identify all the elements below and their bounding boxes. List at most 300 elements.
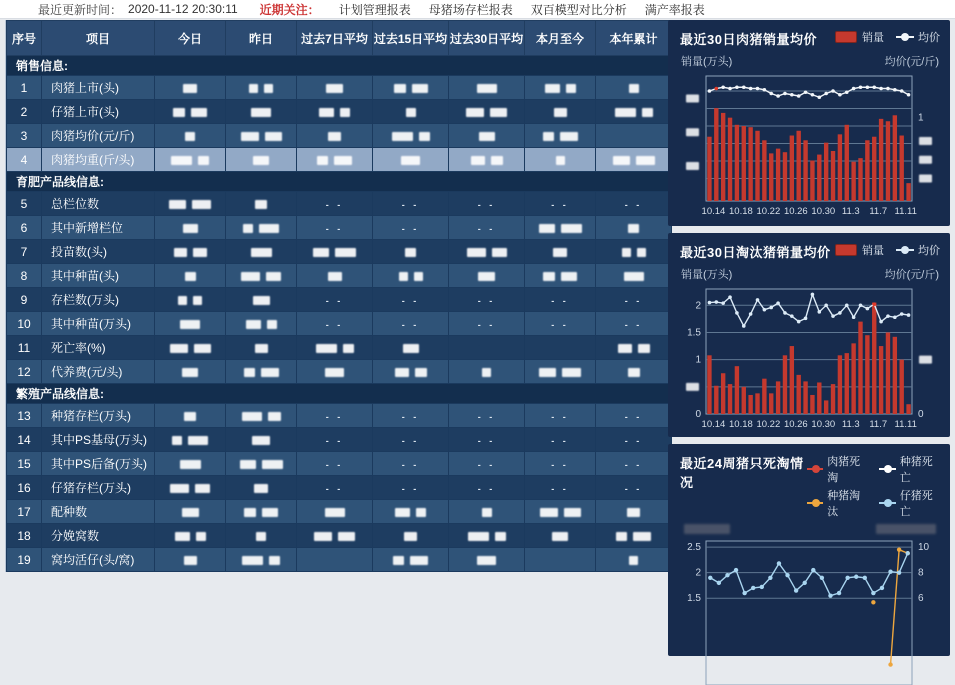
redacted-value [399, 272, 408, 281]
x-tick-label: 10.18 [729, 419, 753, 430]
value-cell [596, 360, 672, 384]
axis-label-row [680, 524, 940, 534]
value-cell [596, 500, 672, 524]
panel-title: 最近24周猪只死淘情况 [680, 456, 804, 490]
redacted-value [556, 156, 565, 165]
value-cell [155, 500, 226, 524]
no-data-dashes: - - [624, 199, 643, 210]
x-tick-label: 10.14 [701, 419, 726, 430]
no-data-dashes: - - [624, 459, 643, 470]
table-row[interactable] [7, 428, 672, 452]
line-point [763, 88, 767, 92]
value-cell [449, 452, 525, 476]
line-point [818, 95, 822, 99]
line-point [907, 313, 911, 317]
redacted-value [343, 344, 354, 353]
x-tick-label: 10.26 [783, 419, 808, 430]
value-cell [596, 124, 672, 148]
legend-label: 种猪淘汰 [827, 490, 861, 518]
redacted-value [182, 368, 198, 377]
line-point [742, 324, 746, 328]
legend-item-sales[interactable] [835, 242, 884, 258]
redacted-value [492, 248, 507, 257]
kpi-table-head [7, 21, 672, 56]
redacted-value [262, 508, 278, 517]
redacted-value [627, 508, 640, 517]
x-tick-label: 10.22 [756, 206, 781, 217]
line-point [734, 568, 738, 572]
value-cell [155, 404, 226, 428]
redacted-value [251, 248, 272, 257]
row-number: 3 [7, 124, 42, 148]
value-cell [525, 524, 596, 548]
row-label: 死亡率(%) [42, 336, 155, 360]
axis-tick-label: 2 [695, 300, 701, 312]
redacted-value [490, 108, 507, 117]
line-point [783, 92, 787, 96]
redacted-value [242, 556, 263, 565]
row-label: 其中PS后备(万头) [42, 452, 155, 476]
table-row[interactable] [7, 312, 672, 336]
table-row[interactable] [7, 76, 672, 100]
table-row[interactable] [7, 288, 672, 312]
bar [803, 381, 807, 414]
legend-label: 仔猪死亡 [899, 490, 933, 518]
x-tick-label: 10.18 [729, 206, 753, 217]
value-cell [373, 76, 449, 100]
panel-header [680, 29, 940, 48]
line-point [886, 87, 890, 91]
table-row[interactable] [7, 404, 672, 428]
line-point [852, 315, 856, 319]
redacted-value [482, 508, 492, 517]
table-row[interactable] [7, 192, 672, 216]
bar [824, 400, 828, 414]
bar [824, 143, 828, 201]
value-cell [373, 124, 449, 148]
no-data-dashes: - - [325, 295, 344, 306]
redacted-value [325, 368, 344, 377]
line-point [708, 89, 712, 93]
redacted-value [561, 224, 582, 233]
chart-panel-1 [668, 233, 950, 437]
legend-label: 销量 [862, 32, 884, 44]
bar [900, 136, 904, 201]
value-cell [449, 100, 525, 124]
value-cell [525, 548, 596, 572]
line-point [749, 312, 753, 316]
update-time-label: 最近更新时间： [38, 2, 123, 17]
line-point [728, 295, 732, 299]
x-tick-label: 11.11 [894, 419, 917, 430]
redacted-value [193, 248, 207, 257]
x-tick-label: 10.22 [756, 419, 781, 430]
redacted-value [564, 508, 581, 517]
chart-legend [835, 29, 940, 45]
redacted-value [173, 108, 185, 117]
axis-tick-label: 0 [918, 409, 924, 420]
redacted-value [545, 84, 560, 93]
line-point [790, 93, 794, 97]
x-tick-label: 10.14 [701, 206, 726, 217]
value-cell [596, 548, 672, 572]
value-cell [596, 76, 672, 100]
bar [790, 346, 794, 414]
redacted-value [266, 272, 281, 281]
redacted-tick [919, 156, 932, 164]
value-cell [297, 336, 373, 360]
bar [865, 335, 869, 414]
line-swatch-icon [896, 245, 914, 255]
redacted-value [543, 272, 555, 281]
redacted-value [175, 532, 190, 541]
column-header: 本月至今 [525, 21, 596, 56]
redacted-value [479, 132, 495, 141]
report-link-2[interactable]: 双百模型对比分析 [530, 2, 627, 17]
redacted-value [405, 248, 416, 257]
bar-swatch-icon [835, 31, 857, 43]
column-header: 昨日 [226, 21, 297, 56]
value-cell [155, 452, 226, 476]
row-number: 7 [7, 240, 42, 264]
kpi-table [6, 20, 672, 572]
redacted-value [184, 412, 196, 421]
bar [797, 375, 801, 414]
value-cell [297, 524, 373, 548]
legend-label: 销量 [862, 245, 884, 257]
redacted-tick [919, 175, 932, 183]
no-data-dashes: - - [477, 295, 496, 306]
bar [893, 115, 897, 201]
bar [755, 393, 759, 414]
redacted-value [192, 200, 211, 209]
value-cell [155, 336, 226, 360]
legend-label: 种猪死亡 [899, 456, 933, 484]
table-row[interactable] [7, 524, 672, 548]
redacted-value [328, 132, 341, 141]
line-point [751, 586, 755, 590]
legend-item-hog-death-cull[interactable] [807, 453, 868, 485]
row-number: 10 [7, 312, 42, 336]
line-point [863, 576, 867, 580]
redacted-value [395, 508, 410, 517]
value-cell [297, 500, 373, 524]
redacted-value [253, 296, 270, 305]
table-row[interactable] [7, 500, 672, 524]
value-cell [449, 336, 525, 360]
no-data-dashes: - - [551, 459, 569, 470]
redacted-value [314, 532, 332, 541]
value-cell [525, 452, 596, 476]
report-link-3[interactable]: 满产率报表 [644, 2, 705, 17]
value-cell [449, 192, 525, 216]
line-point [777, 561, 781, 565]
no-data-dashes: - - [551, 295, 569, 306]
table-row[interactable] [7, 336, 672, 360]
redacted-value [412, 84, 428, 93]
value-cell [596, 428, 672, 452]
report-links [330, 1, 714, 18]
redacted-value [255, 344, 268, 353]
line-point [872, 85, 876, 89]
redacted-value [269, 556, 280, 565]
value-cell [373, 428, 449, 452]
axis-tick-label: 1.5 [687, 593, 701, 605]
section-row [7, 384, 672, 404]
line-point [871, 600, 875, 604]
redacted-value [613, 156, 630, 165]
row-label: 其中PS基母(万头) [42, 428, 155, 452]
redacted-value [561, 272, 577, 281]
column-header: 过去30日平均 [449, 21, 525, 56]
value-cell [297, 192, 373, 216]
value-cell [449, 76, 525, 100]
no-data-dashes: - - [401, 223, 420, 234]
table-row[interactable] [7, 548, 672, 572]
redacted-value [198, 156, 209, 165]
bar [769, 153, 773, 201]
bar [845, 353, 849, 414]
legend-item-avg-price[interactable] [896, 29, 940, 45]
bar [762, 140, 766, 201]
redacted-value [395, 368, 409, 377]
value-cell [525, 500, 596, 524]
no-data-dashes: - - [477, 459, 496, 470]
redacted-value [194, 344, 211, 353]
value-cell [449, 524, 525, 548]
redacted-value [183, 224, 198, 233]
redacted-value [265, 132, 282, 141]
legend-item-avg-price[interactable] [896, 242, 940, 258]
axis-tick-label: 10 [918, 542, 930, 554]
redacted-value [636, 156, 655, 165]
no-data-dashes: - - [401, 199, 420, 210]
line-point [866, 307, 870, 311]
bar [721, 113, 725, 201]
table-row[interactable] [7, 360, 672, 384]
legend-item-sales[interactable] [835, 29, 884, 45]
redacted-value [185, 132, 195, 141]
line-point [818, 310, 822, 314]
value-cell [155, 428, 226, 452]
value-cell [297, 360, 373, 384]
value-cell [226, 100, 297, 124]
redacted-value [264, 84, 273, 93]
bar [906, 183, 910, 201]
legend-item-breeder-cull[interactable] [807, 487, 868, 519]
value-cell [155, 76, 226, 100]
value-cell [373, 240, 449, 264]
row-number: 14 [7, 428, 42, 452]
line-point [838, 93, 842, 97]
value-cell [525, 216, 596, 240]
value-cell [373, 476, 449, 500]
bar [735, 366, 739, 414]
line-point [728, 87, 732, 91]
value-cell [297, 452, 373, 476]
value-cell [525, 192, 596, 216]
chart-canvas[interactable] [680, 283, 938, 431]
row-number: 13 [7, 404, 42, 428]
axis-tick-label: 2 [695, 567, 701, 579]
bar [900, 360, 904, 414]
redacted-value [393, 556, 404, 565]
row-number: 15 [7, 452, 42, 476]
line-point [804, 317, 808, 321]
redacted-value [171, 156, 192, 165]
redacted-value [195, 484, 210, 493]
value-cell [525, 76, 596, 100]
value-cell [155, 360, 226, 384]
x-tick-label: 11.3 [841, 419, 860, 430]
no-data-dashes: - - [325, 411, 344, 422]
line-point [906, 551, 910, 555]
value-cell [373, 452, 449, 476]
redacted-tick [686, 128, 699, 136]
line-point [831, 314, 835, 318]
bar [783, 355, 787, 414]
table-row[interactable] [7, 100, 672, 124]
redacted-value [185, 272, 196, 281]
update-time-value: 2020-11-12 20:30:11 [128, 2, 238, 16]
redacted-tick [686, 162, 699, 170]
redacted-value [188, 436, 208, 445]
redacted-value [553, 248, 567, 257]
bar [817, 382, 821, 414]
bar [748, 395, 752, 414]
redacted-value [628, 368, 640, 377]
row-label: 存栏数(万头) [42, 288, 155, 312]
no-data-dashes: - - [477, 319, 496, 330]
line-point [797, 320, 801, 324]
bar [797, 131, 801, 201]
redacted-value [638, 344, 650, 353]
value-cell [525, 124, 596, 148]
redacted-value [468, 532, 489, 541]
table-row[interactable] [7, 148, 672, 172]
redacted-value [244, 368, 255, 377]
value-cell [155, 548, 226, 572]
line-point [893, 88, 897, 92]
redacted-value [403, 344, 419, 353]
line-point [859, 85, 863, 89]
value-cell [596, 288, 672, 312]
redacted-value [406, 108, 416, 117]
redacted-value [401, 156, 420, 165]
legend-item-piglet-death[interactable] [879, 487, 940, 519]
bar [906, 404, 910, 414]
redacted-value [471, 156, 485, 165]
line-point [717, 581, 721, 585]
legend-item-breeder-death[interactable] [879, 453, 940, 485]
line-point [893, 315, 897, 319]
value-cell [449, 500, 525, 524]
row-label: 代养费(元/头) [42, 360, 155, 384]
column-header: 序号 [7, 21, 42, 56]
row-label: 分娩窝数 [42, 524, 155, 548]
redacted-value [180, 320, 200, 329]
line-point [769, 92, 773, 96]
redacted-value [482, 368, 491, 377]
line-point [845, 304, 849, 308]
no-data-dashes: - - [624, 411, 643, 422]
line-point [721, 301, 725, 305]
row-label: 仔猪存栏(万头) [42, 476, 155, 500]
bar [714, 386, 718, 414]
line-point [879, 320, 883, 324]
chart-panel-0 [668, 20, 950, 226]
chart-canvas[interactable] [680, 535, 938, 685]
redacted-value [624, 272, 644, 281]
redacted-value [477, 556, 496, 565]
value-cell [297, 312, 373, 336]
bar [872, 303, 876, 414]
value-cell [449, 288, 525, 312]
line-point [735, 85, 739, 89]
row-number: 16 [7, 476, 42, 500]
redacted-value [252, 436, 270, 445]
redacted-value [316, 344, 337, 353]
no-data-dashes: - - [477, 435, 496, 446]
value-cell [525, 148, 596, 172]
no-data-dashes: - - [477, 199, 496, 210]
table-row[interactable] [7, 240, 672, 264]
line-point [880, 586, 884, 590]
redacted-value [392, 132, 413, 141]
no-data-dashes: - - [325, 319, 344, 330]
bar [872, 137, 876, 201]
table-row[interactable] [7, 264, 672, 288]
bar [714, 108, 718, 201]
redacted-value [242, 412, 262, 421]
redacted-value [243, 224, 253, 233]
line-point [804, 90, 808, 94]
value-cell [449, 360, 525, 384]
line-point [742, 591, 746, 595]
value-cell [226, 404, 297, 428]
panel-title: 最近30日淘汰猪销量均价 [680, 245, 831, 260]
redacted-value [262, 460, 283, 469]
y-left-label: 销量(万头) [681, 269, 733, 281]
value-cell [155, 288, 226, 312]
table-row[interactable] [7, 216, 672, 240]
table-row[interactable] [7, 452, 672, 476]
redacted-value [618, 344, 632, 353]
table-row[interactable] [7, 476, 672, 500]
axis-tick-label: 0 [695, 409, 701, 420]
line-point [742, 85, 746, 89]
redacted-value [416, 508, 426, 517]
legend-label: 均价 [918, 245, 940, 257]
row-number: 19 [7, 548, 42, 572]
line-swatch-icon [879, 498, 895, 508]
x-tick-label: 10.30 [811, 206, 836, 217]
bar [748, 127, 752, 201]
value-cell [525, 240, 596, 264]
row-label: 其中种苗(万头) [42, 312, 155, 336]
redacted-value [477, 84, 497, 93]
legend-label: 均价 [918, 32, 940, 44]
value-cell [155, 312, 226, 336]
redacted-value [259, 224, 279, 233]
value-cell [226, 524, 297, 548]
chart-canvas[interactable] [680, 70, 938, 218]
bar [831, 151, 835, 201]
report-link-1[interactable]: 母猪场存栏报表 [428, 2, 513, 17]
value-cell [226, 288, 297, 312]
report-link-0[interactable]: 计划管理报表 [338, 2, 411, 17]
table-row[interactable] [7, 124, 672, 148]
